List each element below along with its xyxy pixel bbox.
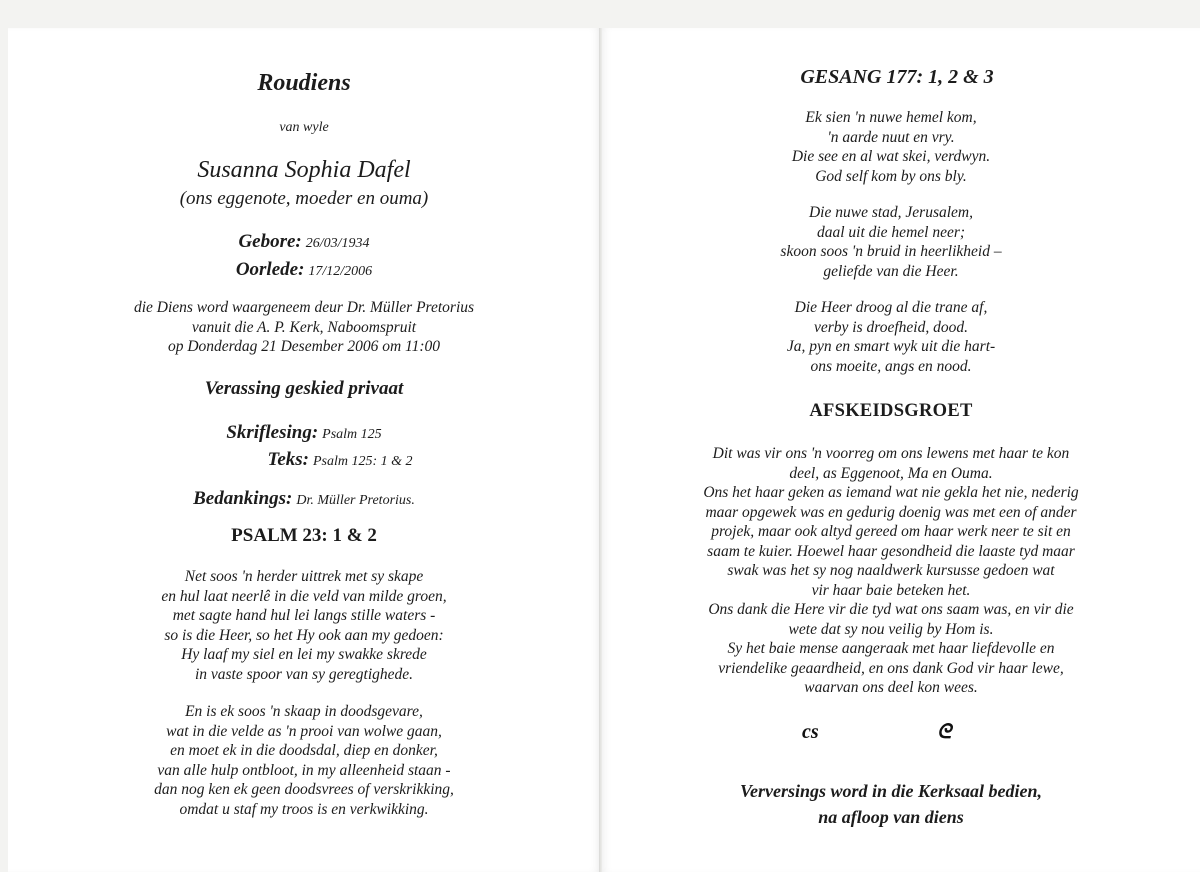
service-line: op Donderdag 21 Desember 2006 om 11:00 (167, 338, 441, 355)
farewell-line: maar opgewek was en gedurig doenig was met een of ander (705, 503, 1077, 521)
page-title: Roudiens (257, 70, 351, 96)
psalm-line: omdat u staf my troos is en verkwikking. (179, 800, 429, 818)
closing-note (582, 778, 1200, 830)
service-line: vanuit die A. P. Kerk, Naboomspruit (191, 318, 417, 336)
died-line (8, 259, 600, 281)
farewell-line: Ons dank die Here vir die tyd wat ons saam was, en vir die (708, 601, 1074, 618)
psalm-line: so is die Heer, so het Hy ook aan my gedoen: (164, 626, 444, 644)
gesang-line: 'n aarde nuut en vry. (827, 128, 955, 146)
gesang-line: Die Heer droog al die trane af, (794, 299, 988, 316)
left-page (8, 28, 600, 872)
farewell-line: deel, as Eggenoot, Ma en Ouma. (789, 464, 993, 482)
farewell-text (582, 444, 1200, 698)
text-line (80, 449, 600, 471)
died-date: 17/12/2006 (308, 264, 373, 279)
farewell-line: swak was het sy nog naaldwerk kursusse gedoen wat (727, 562, 1055, 579)
deceased-name: Susanna Sophia Dafel (197, 157, 411, 183)
gesang-line: verby is droefheid, dood. (814, 318, 968, 336)
psalm-line: En is ek soos 'n skaap in doodsgevare, (185, 703, 423, 720)
psalm-line: en moet ek in die doodsdal, diep en donker, (170, 742, 438, 759)
farewell-line: vriendelike geaardheid, en ons dank God vir haar lewe, (718, 659, 1064, 677)
farewell-line: wete dat sy nou veilig by Hom is. (788, 620, 994, 638)
reading-label: Skriflesing: (226, 422, 319, 443)
farewell-title: AFSKEIDSGROET (809, 401, 973, 421)
psalm-line: wat in die velde as 'n prooi van wolwe gaan, (166, 722, 442, 740)
gesang-line: Ja, pyn en smart wyk uit die hart- (786, 338, 996, 355)
died-label: Oorlede: (235, 259, 305, 280)
gesang-stanza-2 (582, 203, 1200, 281)
psalm-line: en hul laat neerlê in die veld van milde groen, (161, 587, 447, 605)
thanks-value: Dr. Müller Pretorius. (296, 493, 415, 508)
thanks-line (8, 488, 600, 510)
gesang-line: God self kom by ons bly. (815, 167, 967, 185)
gesang-line: geliefde van die Heer. (823, 262, 959, 280)
psalm-stanza-2 (8, 702, 600, 819)
gesang-line: Ek sien 'n nuwe hemel kom, (805, 109, 977, 126)
gesang-stanza-1 (582, 108, 1200, 186)
farewell-line: Dit was vir ons 'n voorreg om ons lewens met haar te kon (712, 445, 1070, 462)
born-label: Gebore: (238, 231, 302, 252)
ornament-left-icon: cs (802, 721, 819, 743)
farewell-line: saam te kuier. Hoewel haar gesondheid die laaste tyd maar (707, 542, 1075, 560)
farewell-line: vir haar baie beteken het. (811, 581, 971, 599)
ornament-right-icon: ᘓ (937, 721, 952, 743)
born-date: 26/03/1934 (305, 236, 370, 251)
reading-value: Psalm 125 (322, 427, 382, 442)
born-line (8, 231, 600, 253)
psalm-line: in vaste spoor van sy geregtighede. (194, 665, 414, 683)
text-label: Teks: (267, 449, 309, 470)
closing-line: na afloop van diens (818, 807, 964, 827)
closing-line: Verversings word in die Kerksaal bedien, (739, 781, 1043, 801)
gesang-stanza-3 (582, 298, 1200, 376)
cremation-note: Verassing geskied privaat (204, 378, 404, 399)
service-line: die Diens word waargeneem deur Dr. Müller Pretorius (133, 299, 475, 316)
psalm-line: Hy laaf my siel en lei my swakke skrede (181, 646, 427, 663)
text-value: Psalm 125: 1 & 2 (312, 454, 413, 469)
gesang-line: Die see en al wat skei, verdwyn. (791, 148, 991, 165)
psalm-line: dan nog ken ek geen doodsvrees of verskrikking, (154, 781, 454, 798)
right-page (602, 28, 1200, 872)
relation-text: (ons eggenote, moeder en ouma) (179, 188, 429, 209)
psalm-line: met sagte hand hul lei langs stille waters - (172, 607, 436, 624)
psalm-line: van alle hulp ontbloot, in my alleenheid staan - (157, 761, 451, 779)
farewell-line: projek, maar ook altyd gereed om haar werk neer te sit en (711, 523, 1071, 540)
service-details (8, 298, 600, 357)
farewell-line: Ons het haar geken as iemand wat nie gekla het nie, nederig (703, 484, 1079, 501)
gesang-line: Die nuwe stad, Jerusalem, (808, 204, 973, 221)
van-wyle-text: van wyle (279, 120, 329, 135)
gesang-line: daal uit die hemel neer; (816, 223, 966, 241)
thanks-label: Bedankings: (193, 488, 293, 509)
farewell-line: waarvan ons deel kon wees. (804, 679, 978, 696)
psalm-title: PSALM 23: 1 & 2 (231, 525, 377, 546)
psalm-line: Net soos 'n herder uittrek met sy skape (184, 568, 424, 585)
gesang-line: skoon soos 'n bruid in heerlikheid – (780, 243, 1002, 260)
psalm-stanza-1 (8, 567, 600, 684)
gesang-title: GESANG 177: 1, 2 & 3 (800, 66, 994, 88)
farewell-line: Sy het baie mense aangeraak met haar liefdevolle en (727, 640, 1055, 657)
gesang-line: ons moeite, angs en nood. (810, 357, 972, 375)
reading-line (8, 422, 600, 444)
